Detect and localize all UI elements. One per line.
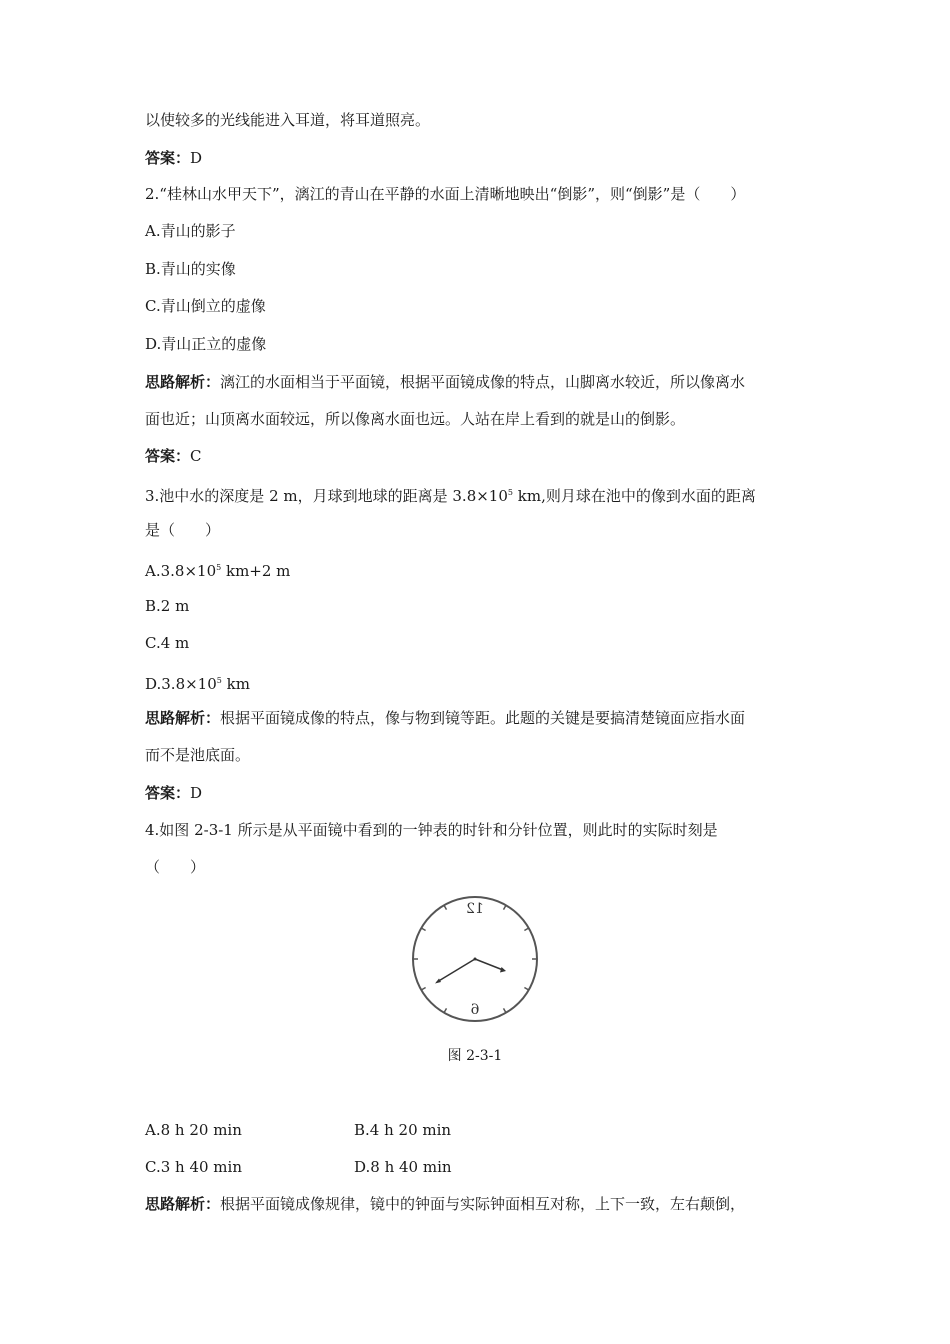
answer-value: D xyxy=(190,149,203,167)
q4-option-c: C.3 h 40 min xyxy=(145,1158,242,1176)
q3-stem-exponent: 5 xyxy=(507,488,513,497)
analysis-label: 思路解析： xyxy=(145,373,221,391)
answer-value: D xyxy=(190,784,203,802)
q4-options-row-1 xyxy=(145,1120,810,1140)
clock-minute-hand xyxy=(437,959,475,982)
clock-hour-hand xyxy=(475,959,503,970)
q3-analysis-cont: 而不是池底面。 xyxy=(145,746,251,764)
analysis-label: 思路解析： xyxy=(145,1195,221,1213)
clock-numeral-6: 6 xyxy=(470,1002,480,1018)
clock-numeral-12: 12 xyxy=(466,901,484,917)
q3-option-d xyxy=(145,671,810,694)
q3-option-a-pre: A.3.8×10 xyxy=(145,562,217,580)
q3-stem xyxy=(145,483,810,506)
q2-option-d: D.青山正立的虚像 xyxy=(145,335,267,353)
q3-option-d-exponent: 5 xyxy=(216,676,222,685)
q2-option-b: B.青山的实像 xyxy=(145,260,236,278)
analysis-text: 根据平面镜成像规律，镜中的钟面与实际钟面相互对称，上下一致，左右颠倒， xyxy=(220,1195,746,1213)
q4-stem: 4.如图 2-3-1 所示是从平面镜中看到的一钟表的时针和分针位置，则此时的实际时刻是 xyxy=(145,821,718,839)
analysis-label: 思路解析： xyxy=(145,709,221,727)
q3-stem-part2: km,则月球在池中的像到水面的距离 xyxy=(513,487,756,505)
analysis-text: 漓江的水面相当于平面镜，根据平面镜成像的特点，山脚离水较近，所以像离水 xyxy=(220,373,746,391)
text-line: 以使较多的光线能进入耳道，将耳道照亮。 xyxy=(145,111,431,129)
q3-stem-cont: 是（ ） xyxy=(145,521,221,539)
q2-stem: 2.“桂林山水甲天下”，漓江的青山在平静的水面上清晰地映出“倒影”，则“倒影”是（ ） xyxy=(145,185,746,203)
q3-option-a xyxy=(145,558,810,581)
q2-option-c: C.青山倒立的虚像 xyxy=(145,297,266,315)
answer-value: C xyxy=(190,447,202,465)
q2-answer xyxy=(145,446,810,466)
mirrored-clock-figure xyxy=(405,893,545,1028)
answer-label: 答案： xyxy=(145,149,191,167)
q1-answer xyxy=(145,148,810,168)
q3-analysis xyxy=(145,708,810,728)
q3-option-d-post: km xyxy=(221,675,250,693)
hour-hand-arrow xyxy=(500,967,506,973)
clock-svg xyxy=(405,893,545,1028)
q4-analysis xyxy=(145,1194,810,1214)
figure-caption: 图 2-3-1 xyxy=(447,1048,503,1064)
q3-option-b: B.2 m xyxy=(145,597,190,615)
q3-option-a-post: km+2 m xyxy=(221,562,291,580)
q4-option-b: B.4 h 20 min xyxy=(354,1121,452,1139)
q3-option-d-pre: D.3.8×10 xyxy=(145,675,217,693)
q3-option-c: C.4 m xyxy=(145,634,190,652)
q2-analysis-cont: 面也近；山顶离水面较远，所以像离水面也远。人站在岸上看到的就是山的倒影。 xyxy=(145,410,686,428)
q3-answer xyxy=(145,783,810,803)
answer-label: 答案： xyxy=(145,784,191,802)
q3-option-a-exponent: 5 xyxy=(216,563,222,572)
q3-stem-part1: 3.池中水的深度是 2 m，月球到地球的距离是 3.8×10 xyxy=(145,487,508,505)
clock-center xyxy=(474,958,477,961)
q4-option-d: D.8 h 40 min xyxy=(354,1158,452,1176)
answer-label: 答案： xyxy=(145,447,191,465)
analysis-text: 根据平面镜成像的特点，像与物到镜等距。此题的关键是要搞清楚镜面应指水面 xyxy=(220,709,746,727)
q4-stem-cont: （ ） xyxy=(145,858,206,876)
q4-options-row-2 xyxy=(145,1157,810,1177)
q2-analysis xyxy=(145,372,810,392)
q4-option-a: A.8 h 20 min xyxy=(145,1121,242,1139)
q2-option-a: A.青山的影子 xyxy=(145,222,236,240)
